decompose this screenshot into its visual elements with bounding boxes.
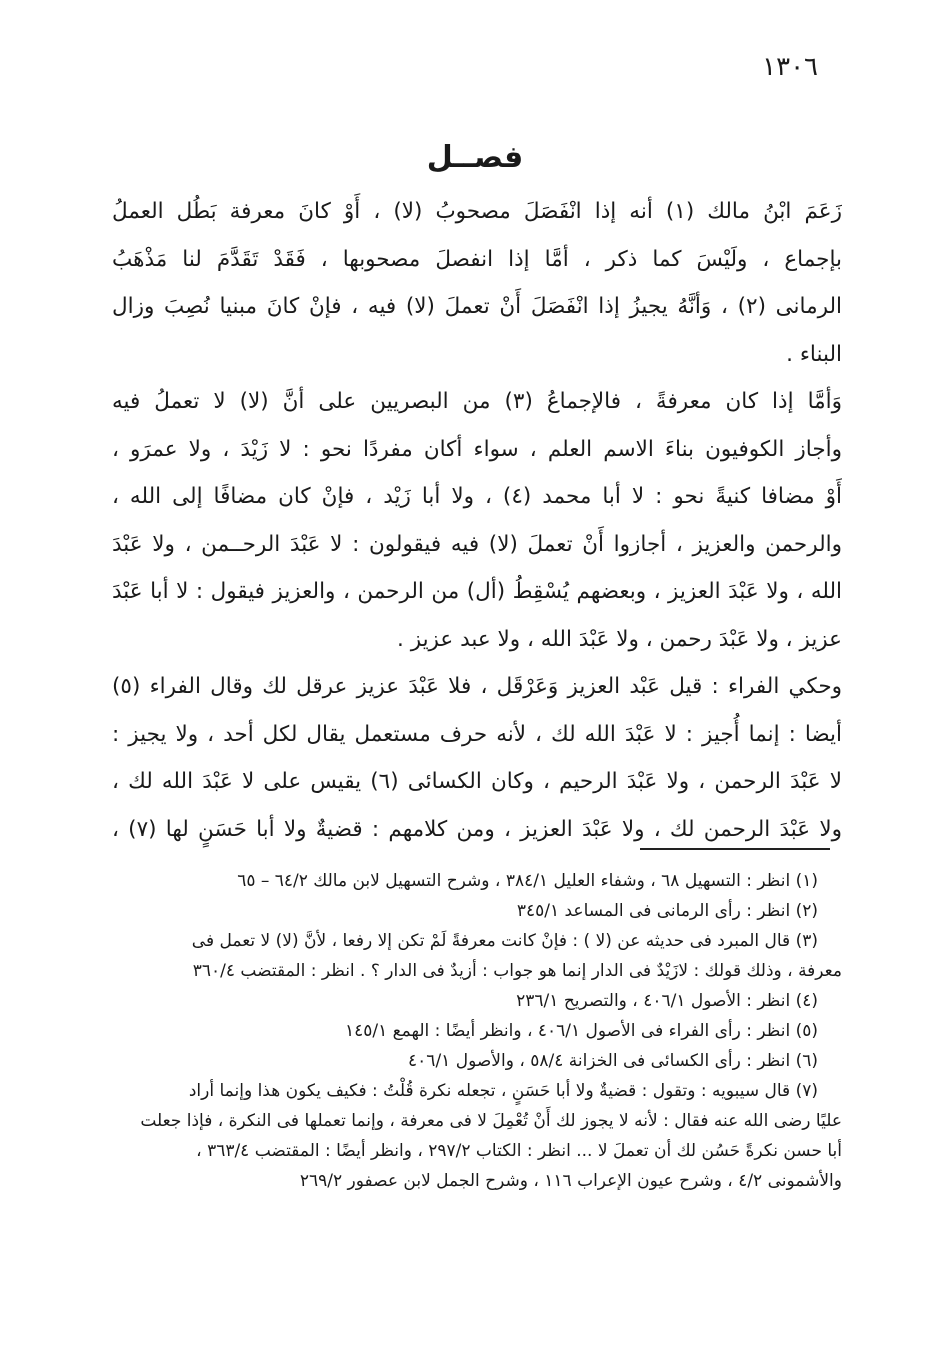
footnote-line: (٢) انظر : رأى الرمانى فى المساعد ٣٤٥/١ [516,901,818,921]
footnote-line: (٦) انظر : رأى الكسائى فى الخزانة ٥٨/٤ ، والأصول ٤٠٦/١ [408,1051,818,1071]
footnote-line: (٤) انظر : الأصول ٤٠٦/١ ، والتصريح ٢٣٦/١ [516,991,818,1011]
text-line: البناء . [786,341,842,367]
text-line: الرمانى (٢) ، وَأنَّهُ يجيزُ إذا انْفَصَلَ أَنْ تعملَ (لا) فيه ، فإنْ كانَ مبنيا نُصِبَ وزال [112,294,842,319]
footnote-line: أبا حسن نكرةً حَسُن لك أن تعملَ لا ... انظر : الكتاب ٢٩٧/٢ ، وانظر أيضًا : المقتضب ٣٦٣/٤ ، [196,1141,842,1161]
footnote-line: (٧) قال سيبويه : وتقول : قضيةٌ ولا أبا حَسَنٍ ، تجعله نكرة قُلْتُ : فكيف يكون هذا وإنما أراد [188,1081,818,1101]
text-line: لا عَبْدَ الرحمن ، ولا عَبْدَ الرحيم ، وكان الكسائى (٦) يقيس على لا عَبْدَ الله لك ، [112,769,842,794]
footnote-line: (١) انظر : التسهيل ٦٨ ، وشفاء العليل ٣٨٤/١ ، وشرح التسهيل لابن مالك ٦٤/٢ – ٦٥ [237,871,818,891]
footnote-divider [640,848,830,850]
footnote-line: عليًا رضى الله عنه فقال : لأنه لا يجوز لك أَنْ تُعْمِلَ لا فى معرفة ، وإنما تعملها فى النكرة ، فإذا جعلت [140,1111,842,1131]
text-line: أَوْ مضافا كنيةً نحو : لا أبا محمد (٤) ، ولا أبا زَيْد ، فإنْ كان مضافًا إلى الله ، [112,484,842,509]
footnote-line: (٥) انظر : رأى الفراء فى الأصول ٤٠٦/١ ، وانظر أيضًا : الهمع ١٤٥/١ [344,1021,818,1041]
text-line: وأجاز الكوفيون بناءَ الاسم العلم ، سواء أكان مفردًا نحو : لا زَيْدَ ، ولا عمرَو ، [112,436,842,462]
text-line: أيضا : إنما أُجيز : لا عَبْدَ الله لك ، لأنه حرف مستعمل يقال لكل أحد ، ولا يجيز : [112,721,842,747]
text-line: ولا عَبْدَ الرحمن لك ، ولا عَبْدَ العزيز ، ومن كلامهم : قضيةٌ ولا أبا حَسَنٍ لها (٧) ، [112,816,842,842]
footnote-line: (٣) قال المبرد فى حديثه عن (لا ) : فإنْ كانت معرفةً لَمْ تكن إلا رفعا ، لأنَّ (لا) لا تعمل فى [191,931,818,951]
footnote-line: والأشمونى ٤/٢ ، وشرح عيون الإعراب ١١٦ ، وشرح الجمل لابن عصفور ٢٦٩/٢ [299,1171,842,1191]
text-line: بإجماع ، ولَيْسَ كما ذكر ، أمَّا إذا انفصلَ مصحوبها ، فَقَدْ تَقَدَّمَ لنا مَذْهَبُ [112,246,842,272]
section-title: فصــل [426,140,524,175]
footnote-line: معرفة ، وذلك قولك : لازَيْدٌ فى الدار إنما هو جواب : أزيدٌ فى الدار ؟ . انظر : المقتضب ٣٦٠/٤ [192,961,842,981]
text-line: عزيز ، ولا عَبْدَ رحمن ، ولا عَبْدَ الله ، ولا عبد عزيز . [397,626,842,652]
page-number: ١٣٠٦ [762,52,818,82]
text-line: وحكي الفراء : قيل عَبْد العزيز وَعَرْقَل ، فلا عَبْدَ عزيز عرقل لك وقال الفراء (٥) [112,674,842,699]
text-line: والرحمن والعزيز ، أجازوا أَنْ تعملَ (لا) فيه فيقولون : لا عَبْدَ الرحــمن ، ولا عَبْدَ [112,531,842,557]
text-line: وَأمَّا إذا كان معرفةً ، فالإجماعُ (٣) من البصريين على أنَّ (لا) لا تعملُ فيه [112,389,842,414]
footnotes [112,866,842,1196]
text-line: الله ، ولا عَبْدَ العزيز ، وبعضهم يُسْقِطُ (أل) من الرحمن ، والعزيز فيقول : لا أبا عَبْدَ [112,579,842,604]
main-text [112,188,842,853]
text-line: زَعَمَ ابْنُ مالك (١) أنه إذا انْفَصَلَ مصحوبُ (لا) ، أَوْ كانَ معرفة بَطُل العملُ [112,199,842,224]
